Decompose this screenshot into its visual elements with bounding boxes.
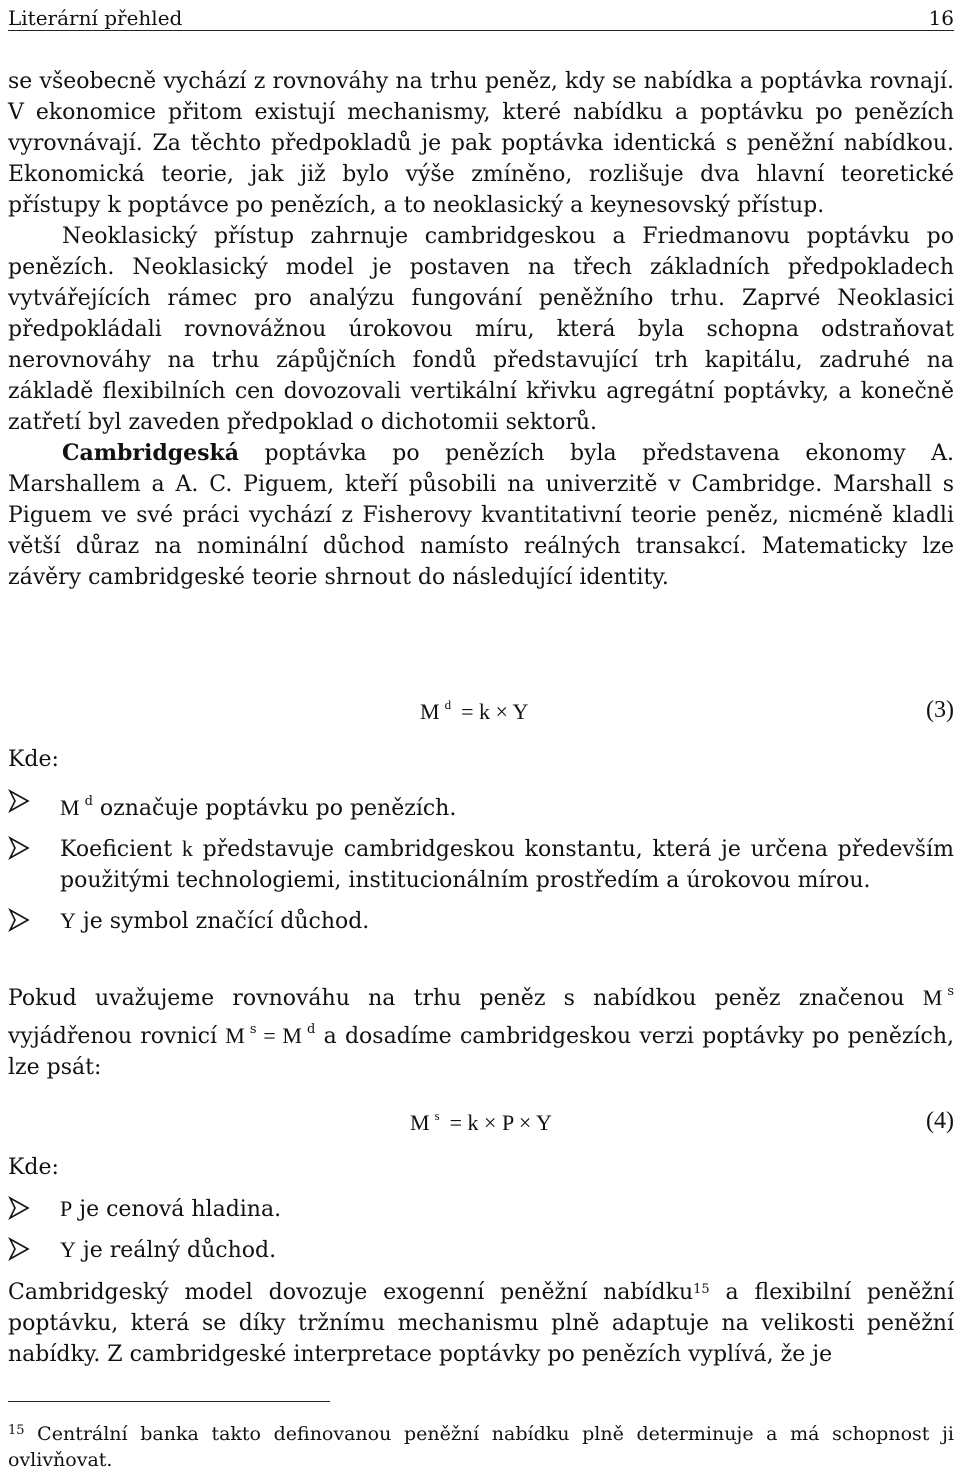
footnote-separator: [8, 1401, 330, 1402]
list-item: [8, 905, 954, 937]
symbol-m: M: [922, 985, 943, 1010]
arrowhead-bullet-icon: [8, 836, 30, 860]
document-page: [8, 0, 954, 1471]
symbol-superscript: s: [947, 984, 954, 999]
list-item-text: je cenová hladina.: [72, 1197, 282, 1222]
para4-text-1: Pokud uvažujeme rovnováhu na trhu peněz s nabídkou peněz značenou: [8, 986, 923, 1011]
symbol-p: P: [60, 1196, 73, 1221]
footnote-text: Centrální banka takto definovanou peněžní nabídku plně determinuje a má schopnost ji ovlivňovat.: [8, 1423, 954, 1471]
list-item: [8, 833, 954, 896]
eq4-rest: = k × P × Y: [449, 1110, 552, 1135]
page-header: [8, 0, 954, 31]
symbol-superscript: s: [249, 1022, 257, 1037]
list-item: [8, 1234, 954, 1266]
paragraph-cambridge: [8, 438, 954, 593]
eq4-symbol-m: M: [410, 1110, 430, 1135]
term-cambridgeska: Cambridgeská: [62, 440, 240, 466]
equation-3-body: [420, 697, 528, 725]
list-item: [8, 1193, 954, 1225]
para5-text-2: a flexibilní peněžní poptávku, která se díky tržnímu mechanismu plně adaptuje na velikosti peněžní nabídky. Z cambridgeské interpretace poptávky po penězích vyplívá, že je: [8, 1280, 954, 1367]
paragraph-neoclassical: Neoklasický přístup zahrnuje cambridgeskou a Friedmanovu poptávku po penězích. Neoklasický model je postaven na třech základních předpokladech vytvářejících rámec pro analýzu fungování peněžního trhu. Zaprvé Neoklasici předpokládali rovnovážnou úrokovou míru, která byla schopna odstraňovat nerovnováhy na trhu zápůjčních fondů představující trh kapitálu, zadruhé na základě flexibilních cen dovozovali vertikální křivku agregátní poptávky, a konečně zatřetí byl zaveden předpoklad o dichotomii sektorů.: [8, 224, 954, 435]
eq3-superscript: d: [444, 697, 452, 712]
equation-4-body: [410, 1108, 552, 1136]
symbol-superscript: d: [307, 1022, 316, 1037]
paragraph-cambridge-text: poptávka po penězích byla představena ekonomy A. Marshallem a A. C. Piguem, kteří působili na univerzitě v Cambridge. Marshall s Piguem ve své práci vychází z Fisherovy kvantitativní teorie peněz, nicméně kladli větší důraz na nominální důchod namísto reálných transakcí. Matematicky lze závěry cambridgeské teorie shrnout do následující identity.: [8, 441, 954, 590]
paragraph-equilibrium: se všeobecně vychází z rovnováhy na trhu peněz, kdy se nabídka a poptávka rovnají. V ekonomice přitom existují mechanismy, které nabídku a poptávku po penězích vyrovnávají. Za těchto předpokladů je pak poptávka identická s peněžní nabídkou. Ekonomická teorie, jak již bylo výše zmíněno, rozlišuje dva hlavní teoretické přístupy k poptávce po penězích, a to neoklasický a keynesovský přístup.: [8, 69, 954, 218]
paragraph-equilibrium-money: [8, 976, 954, 1083]
section-title: Literární přehled: [8, 6, 183, 30]
arrowhead-bullet-icon: [8, 789, 30, 813]
eq3-symbol-m: M: [420, 699, 440, 724]
where-label-2: Kde:: [8, 1155, 59, 1180]
symbol-m: M: [225, 1023, 245, 1048]
symbol-k: k: [181, 836, 193, 861]
body-text-top: [8, 66, 954, 593]
definition-list-1: [8, 786, 954, 946]
para4-text-2: vyjádřenou rovnicí: [8, 1024, 226, 1049]
arrowhead-bullet-icon: [8, 1196, 30, 1220]
list-item-text: je reálný důchod.: [75, 1238, 277, 1263]
symbol-m: M: [60, 795, 80, 820]
list-item-text: představuje cambridgeskou konstantu, která je určena především použitými technologiemi, institucionálním prostředím a úrokovou mírou.: [60, 837, 954, 893]
footnote-number: 15: [8, 1423, 25, 1438]
page-number: 16: [928, 6, 954, 30]
para5-text-1: Cambridgeský model dovozuje exogenní peněžní nabídku: [8, 1280, 694, 1305]
eq4-superscript: s: [434, 1108, 440, 1123]
eq3-rest: = k × Y: [461, 699, 529, 724]
list-item: [8, 786, 954, 824]
list-item-text: označuje poptávku po penězích.: [92, 796, 457, 821]
footnote-reference: 15: [693, 1282, 710, 1297]
symbol-y: Y: [60, 1237, 76, 1262]
symbol-y: Y: [60, 908, 76, 933]
list-item-prefix: Koeficient: [60, 837, 182, 862]
list-item-text: je symbol značící důchod.: [75, 909, 370, 934]
para4-text-3: a dosadíme cambridgeskou verzi poptávky po penězích, lze psát:: [8, 1024, 954, 1080]
symbol-superscript: d: [84, 794, 93, 809]
equation-4-number: (4): [926, 1108, 954, 1134]
equation-4: [8, 1108, 954, 1140]
equation-inline: = M: [256, 1023, 302, 1048]
equation-3: [8, 697, 954, 729]
where-label-1: Kde:: [8, 747, 59, 772]
definition-list-2: [8, 1193, 954, 1275]
paragraph-cambridge-model: [8, 1274, 954, 1370]
arrowhead-bullet-icon: [8, 1237, 30, 1261]
footnote: [8, 1418, 954, 1473]
equation-3-number: (3): [926, 697, 954, 723]
arrowhead-bullet-icon: [8, 908, 30, 932]
